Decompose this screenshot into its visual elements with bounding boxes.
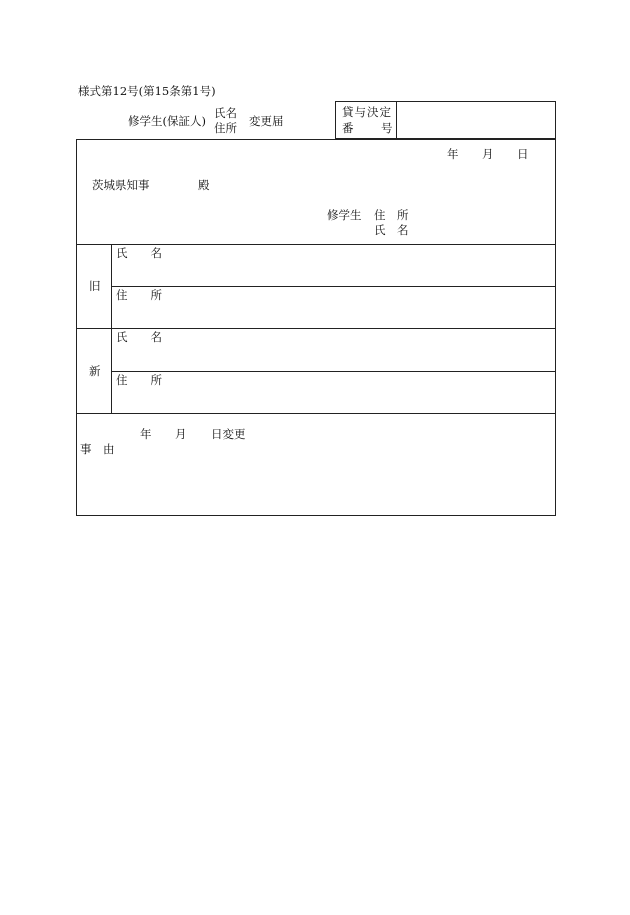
- old-name-label: 氏 名: [116, 246, 162, 260]
- old-address-label: 住 所: [116, 288, 162, 302]
- reason-date-month: 月: [175, 427, 187, 441]
- loan-number-label: 貸与決定: [342, 105, 392, 119]
- divider-old-top: [76, 244, 556, 245]
- reason-date-day-change: 日変更: [211, 427, 246, 441]
- applicant-role: 修学生: [327, 208, 362, 222]
- loan-number-label-ban: 番: [342, 121, 354, 135]
- new-address-label: 住 所: [116, 373, 162, 387]
- new-name-label: 氏 名: [116, 330, 162, 344]
- divider-new-top: [76, 328, 556, 329]
- reason-label: 事 由: [80, 442, 115, 456]
- title-prefix: 修学生(保証人): [128, 114, 206, 128]
- applicant-name-label: 氏 名: [374, 223, 409, 237]
- title-suffix: 変更届: [249, 114, 284, 128]
- title-address-option: 住所: [214, 121, 237, 135]
- divider-new-mid: [111, 371, 556, 372]
- title-name-option: 氏名: [214, 106, 237, 120]
- loan-number-label-go: 号: [381, 121, 393, 135]
- loan-number-divider: [396, 101, 397, 139]
- applicant-address-label: 住 所: [374, 208, 409, 222]
- old-section-label: 旧: [89, 279, 101, 293]
- reason-date-year: 年: [140, 427, 152, 441]
- date-year: 年: [447, 147, 459, 161]
- divider-reason-top: [76, 413, 556, 414]
- date-day: 日: [517, 147, 529, 161]
- addressee-name: 茨城県知事: [92, 178, 150, 192]
- divider-old-mid: [111, 286, 556, 287]
- addressee-honorific: 殿: [198, 178, 210, 192]
- date-month: 月: [482, 147, 494, 161]
- form-number: 様式第12号(第15条第1号): [78, 84, 216, 98]
- new-section-label: 新: [89, 364, 101, 378]
- section-label-column: [111, 244, 112, 413]
